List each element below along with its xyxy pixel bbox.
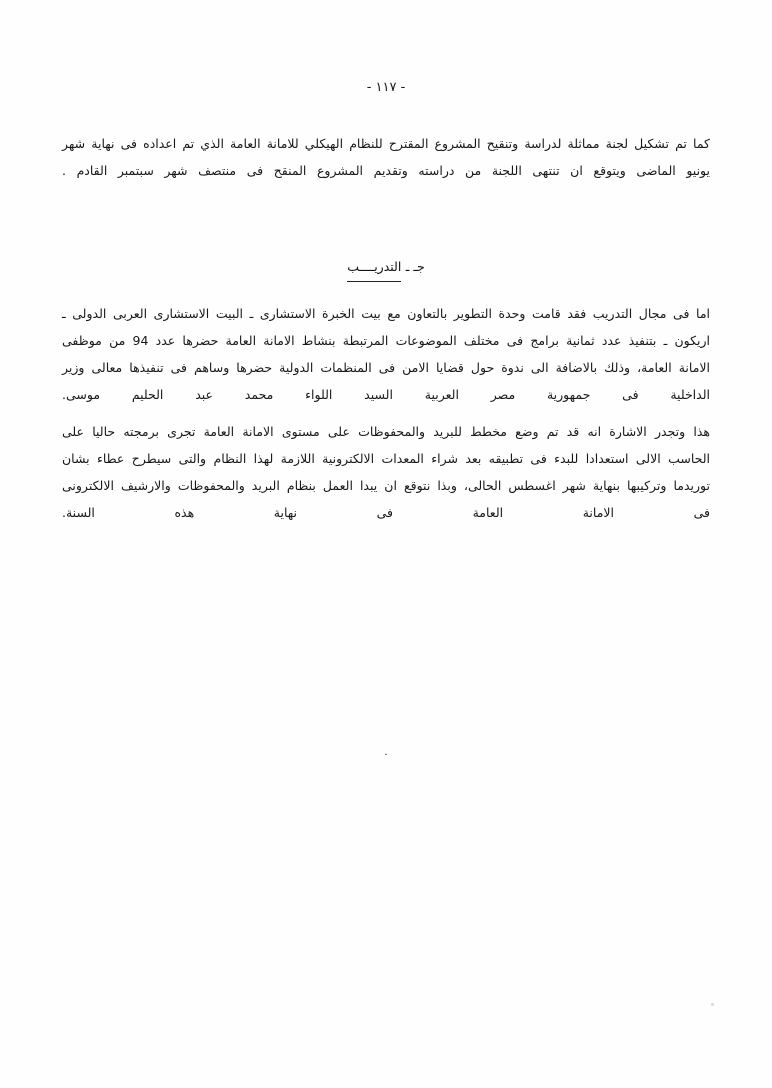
spacer: [62, 408, 710, 418]
page-number: - ١١٧ -: [366, 80, 406, 95]
section-heading-training: [62, 254, 710, 282]
page-content: [62, 130, 710, 526]
footer-mark: .: [384, 745, 388, 758]
paragraph-mail-archive: هذا وتجدر الاشارة انه قد تم وضع مخطط للبريد والمحفوظات على مستوى الامانة العامة تجرى برمجته حاليا على الحاسب الالى استعدادا للبدء فى تطبيقه بعد شراء المعدات الالكترونية اللازمة لهذا النظام والتى سيطرح عطاء بشان توريدما وتركيبها بنهاية شهر اغسطس الحالى، وبذا نتوقع ان يبدا العمل بنظام البريد والمحفوظات والارشيف الالكترونى فى الامانة العامة فى نهاية هذه السنة.: [62, 424, 710, 520]
section-marker: جـ ـ: [405, 259, 425, 274]
paragraph-training: اما فى مجال التدريب فقد قامت وحدة التطوير بالتعاون مع بيت الخبرة الاستشارى ـ البيت الاستشارى العربى الدولى ـ اريكون ـ بتنفيذ عدد ثمانية برامج فى مختلف الموضوعات المرتبطة بنشاط الامانة العامة حضرها عدد 94 من موظفى الامانة العامة، وذلك بالاضافة الى ندوة حول قضايا الامن فى المنظمات الدولية حضرها وساهم فى تنفيذها معالى وزير الداخلية فى جمهورية مصر العربية السيد اللواء محمد عبد الحليم موسى.: [62, 306, 710, 402]
paragraph-committee: كما تم تشكيل لجنة مماثلة لدراسة وتنقيح المشروع المقترح للنظام الهيكلي للامانة العامة الذي تم اعداده فى نهاية شهر يونيو الماضى ويتوقع ان تنتهى اللجنة من دراسته وتقديم المشروع المنقح فى منتصف شهر سبتمبر القادم .: [62, 136, 710, 178]
page-speck: [711, 1003, 714, 1006]
spacer: [62, 210, 710, 226]
section-title: التدريــــب: [347, 254, 401, 282]
